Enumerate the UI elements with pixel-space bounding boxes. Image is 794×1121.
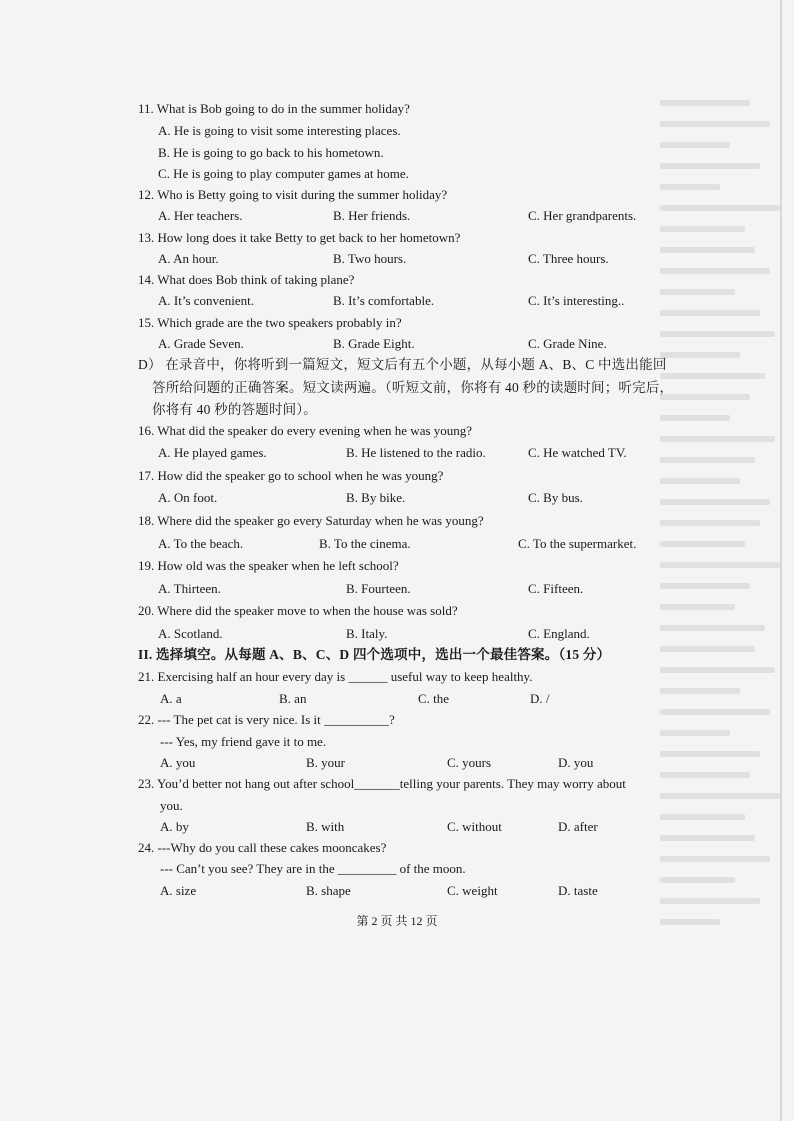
q14-option-a: A. It’s convenient. [158, 293, 255, 308]
q12-option-c: C. Her grandparents. [528, 208, 637, 223]
question-21: 21. Exercising half an hour every day is ______ useful way to keep healthy. [138, 669, 533, 684]
q14-option-c: C. It’s interesting.. [528, 293, 625, 308]
q23-option-b: B. with [306, 819, 345, 834]
q18-option-a: A. To the beach. [158, 536, 244, 551]
q17-option-c: C. By bus. [528, 490, 583, 505]
q17-option-b: B. By bike. [346, 490, 406, 505]
q16-option-a: A. He played games. [158, 445, 267, 460]
q16-option-c: C. He watched TV. [528, 445, 627, 460]
page-number: 第 2 页 共 12 页 [356, 914, 438, 928]
question-14: 14. What does Bob think of taking plane? [138, 272, 355, 287]
q24-option-d: D. taste [558, 883, 598, 898]
q15-option-c: C. Grade Nine. [528, 336, 607, 351]
q22-option-a: A. you [160, 755, 196, 770]
q20-option-c: C. England. [528, 626, 590, 641]
q23-option-c: C. without [447, 819, 502, 834]
question-19: 19. How old was the speaker when he left school? [138, 558, 399, 573]
q14-option-b: B. It’s comfortable. [333, 293, 435, 308]
q23-option-d: D. after [558, 819, 598, 834]
section-d-instruction-line3: 你将有 40 秒的答题时间）。 [152, 402, 317, 417]
q24-option-a: A. size [160, 883, 197, 898]
q21-option-b: B. an [279, 691, 307, 706]
question-23: 23. You’d better not hang out after school_______telling your parents. They may worry about [138, 776, 626, 791]
q13-option-b: B. Two hours. [333, 251, 407, 266]
question-22: 22. --- The pet cat is very nice. Is it __________? [138, 712, 395, 727]
question-23-continued: you. [160, 798, 183, 813]
q16-option-b: B. He listened to the radio. [346, 445, 486, 460]
section-ii-heading: II. 选择填空。从每题 A、B、C、D 四个选项中，选出一个最佳答案。（15 分） [138, 647, 611, 662]
question-11: 11. What is Bob going to do in the summer holiday? [138, 101, 410, 116]
question-24: 24. ---Why do you call these cakes mooncakes? [138, 840, 387, 855]
q21-option-c: C. the [418, 691, 450, 706]
question-16: 16. What did the speaker do every evening when he was young? [138, 423, 473, 438]
question-24-reply: --- Can’t you see? They are in the _________ of the moon. [160, 861, 466, 876]
q24-option-c: C. weight [447, 883, 498, 898]
question-17: 17. How did the speaker go to school when he was young? [138, 468, 444, 483]
q13-option-c: C. Three hours. [528, 251, 609, 266]
q15-option-a: A. Grade Seven. [158, 336, 244, 351]
q22-option-c: C. yours [447, 755, 492, 770]
q19-option-b: B. Fourteen. [346, 581, 411, 596]
q24-option-b: B. shape [306, 883, 351, 898]
question-12: 12. Who is Betty going to visit during the summer holiday? [138, 187, 448, 202]
q21-option-d: D. / [530, 691, 550, 706]
q11-option-c: C. He is going to play computer games at home. [158, 166, 409, 181]
q18-option-c: C. To the supermarket. [518, 536, 637, 551]
q11-option-b: B. He is going to go back to his hometown. [158, 145, 384, 160]
q18-option-b: B. To the cinema. [319, 536, 411, 551]
q12-option-b: B. Her friends. [333, 208, 411, 223]
q20-option-b: B. Italy. [346, 626, 388, 641]
question-22-reply: --- Yes, my friend gave it to me. [160, 734, 327, 749]
q21-option-a: A. a [160, 691, 182, 706]
q11-option-a: A. He is going to visit some interesting places. [158, 123, 401, 138]
q19-option-a: A. Thirteen. [158, 581, 221, 596]
bleed-through [660, 100, 790, 980]
question-20: 20. Where did the speaker move to when the house was sold? [138, 603, 458, 618]
q22-option-b: B. your [306, 755, 345, 770]
q15-option-b: B. Grade Eight. [333, 336, 415, 351]
q17-option-a: A. On foot. [158, 490, 218, 505]
q20-option-a: A. Scotland. [158, 626, 223, 641]
q19-option-c: C. Fifteen. [528, 581, 584, 596]
question-15: 15. Which grade are the two speakers probably in? [138, 315, 402, 330]
question-13: 13. How long does it take Betty to get back to her hometown? [138, 230, 461, 245]
q12-option-a: A. Her teachers. [158, 208, 243, 223]
section-d-instruction-line1: D） 在录音中，你将听到一篇短文，短文后有五个小题，从每小题 A、B、C 中选出能回 [138, 357, 667, 372]
q13-option-a: A. An hour. [158, 251, 219, 266]
section-d-instruction-line2: 答所给问题的正确答案。短文读两遍。（听短文前，你将有 40 秒的读题时间；听完后， [152, 380, 674, 395]
question-18: 18. Where did the speaker go every Saturday when he was young? [138, 513, 484, 528]
q23-option-a: A. by [160, 819, 189, 834]
q22-option-d: D. you [558, 755, 594, 770]
